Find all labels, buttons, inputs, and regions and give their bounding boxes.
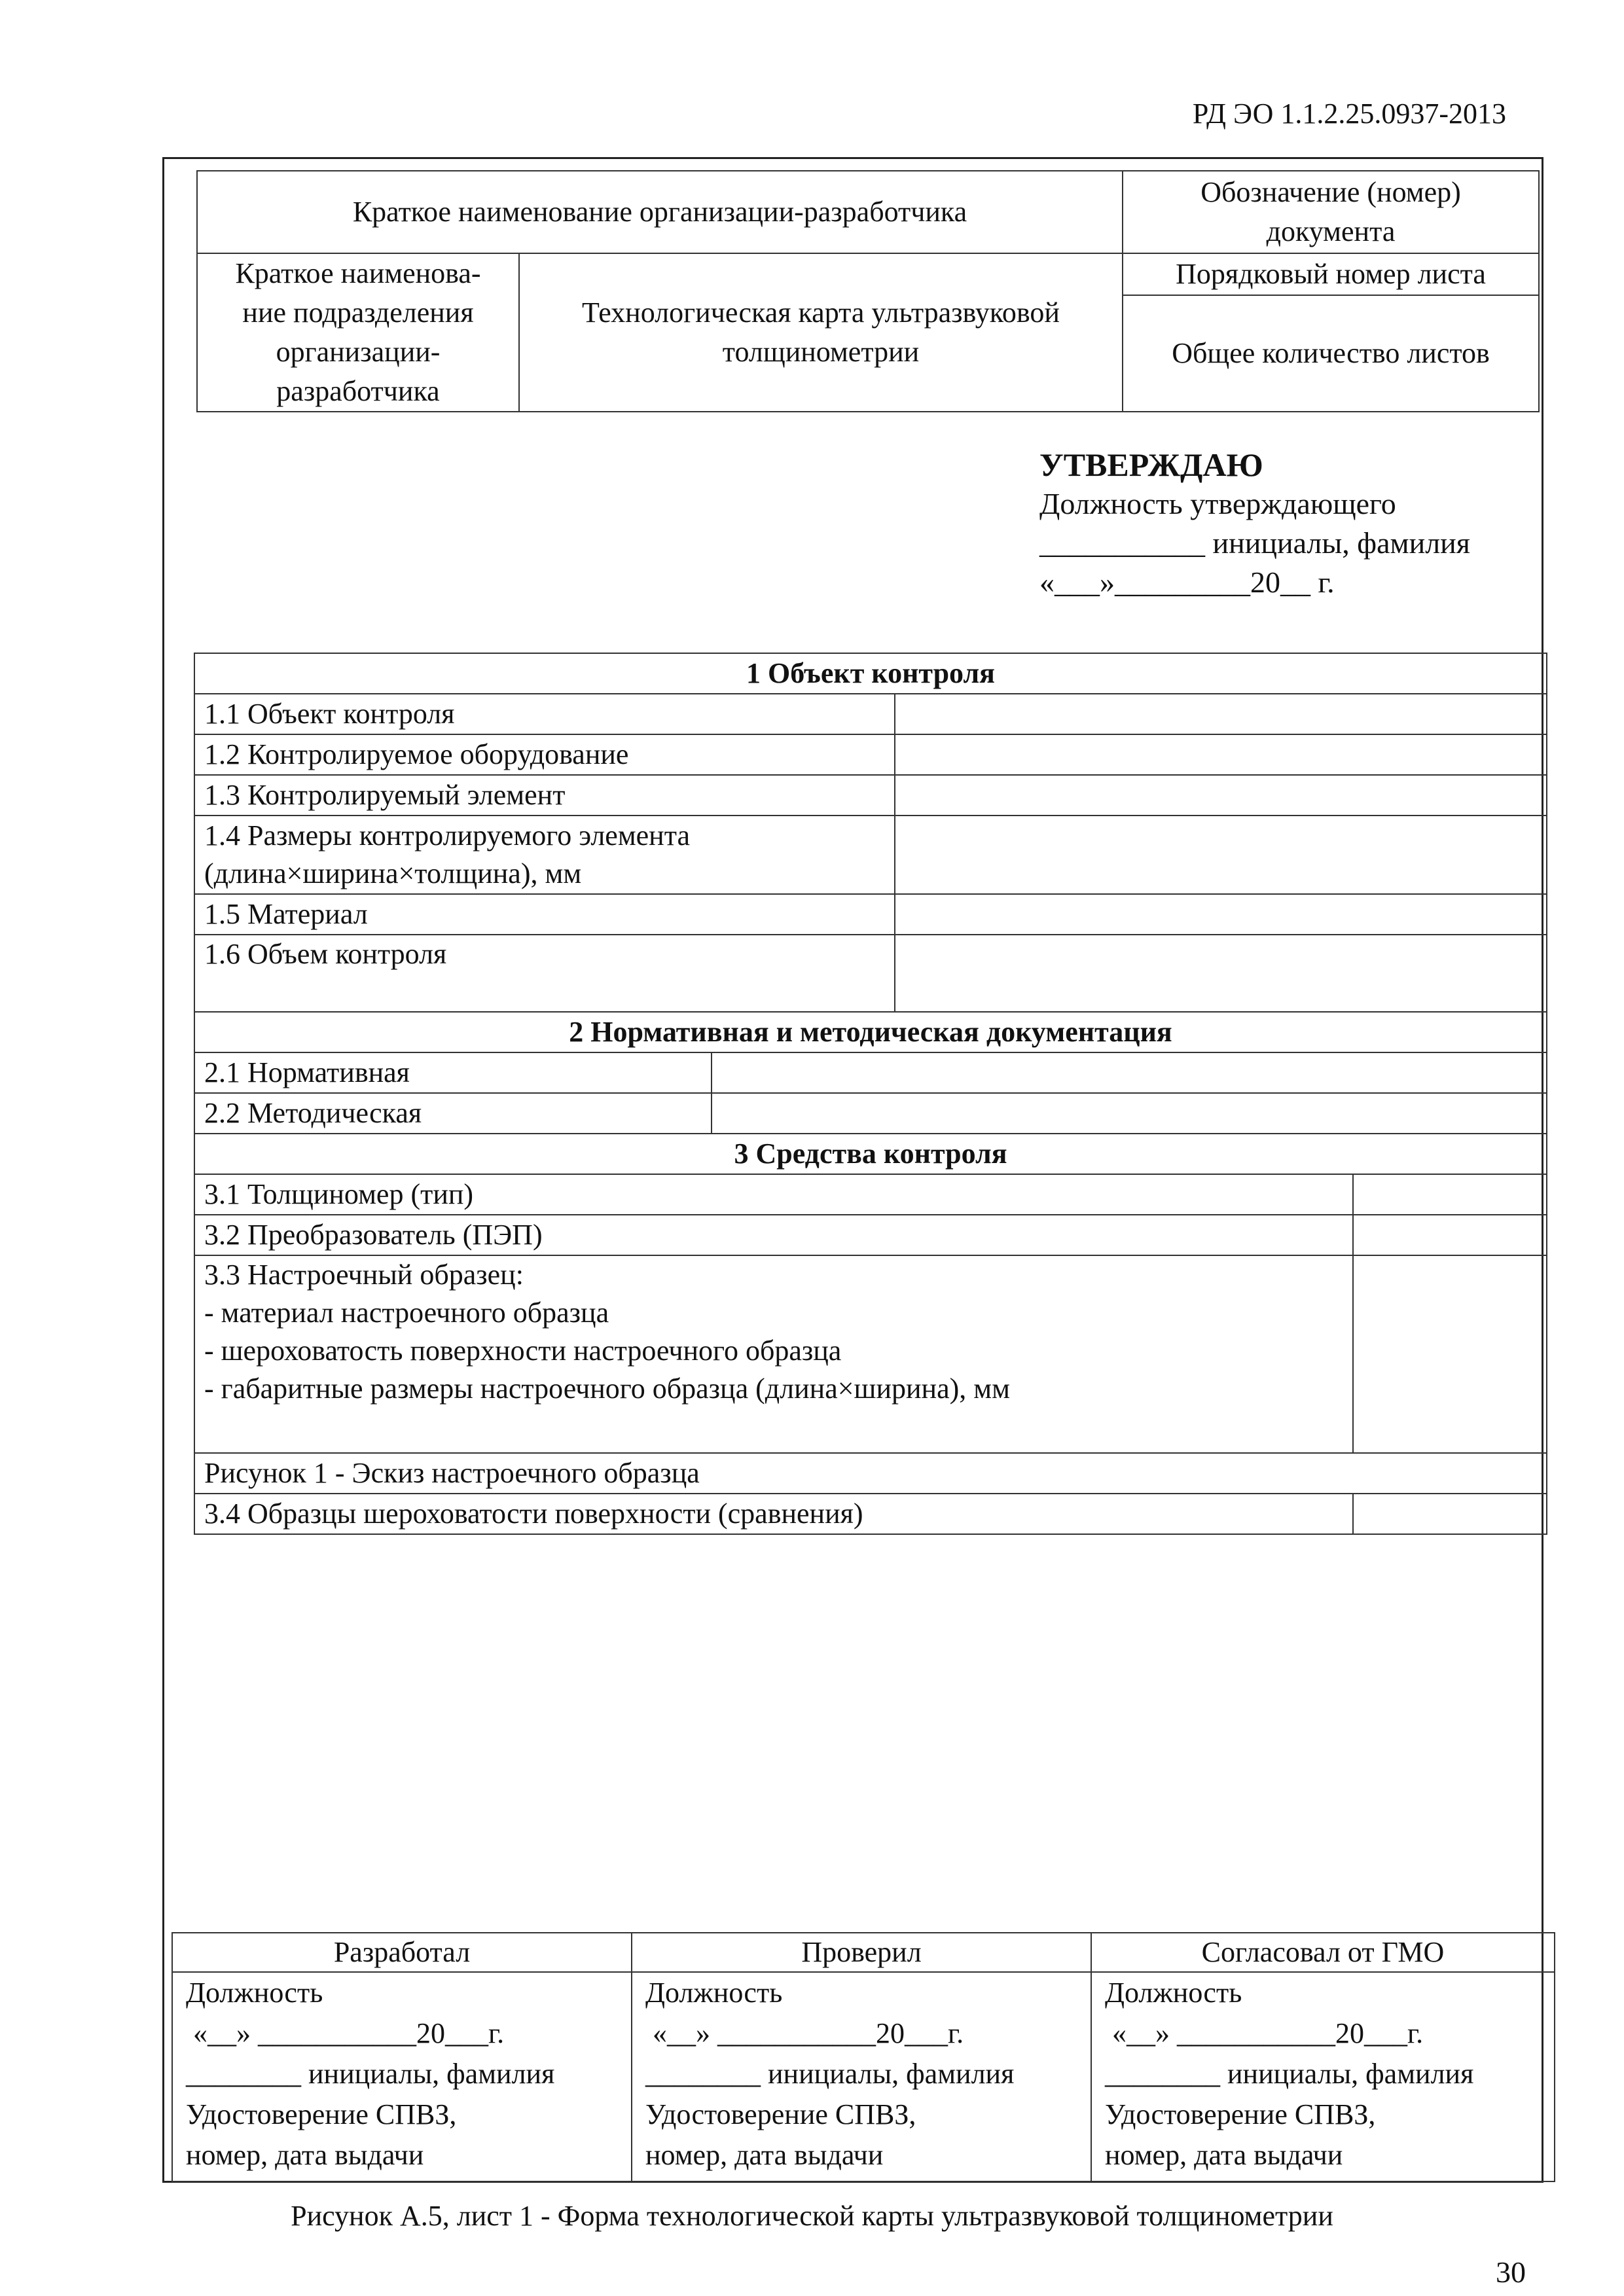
approver-position: Должность утверждающего	[1039, 487, 1396, 520]
agreed-by-cell: Должность «__» ___________20___г. ________ инициалы, фамилия Удостоверение СПВЗ, номер, дата выдачи	[1091, 1972, 1555, 2181]
header-table	[196, 170, 1540, 412]
sheet-total-cell: Общее количество листов	[1123, 295, 1539, 412]
row-1-1: 1.1 Объект контроля	[194, 694, 895, 734]
row-3-2: 3.2 Преобразователь (ПЭП)	[194, 1215, 1353, 1255]
value-cell	[895, 894, 1547, 935]
row-3-4: 3.4 Образцы шероховатости поверхности (сравнения)	[194, 1494, 1353, 1534]
signature-table	[171, 1932, 1555, 2182]
approver-name-line: ___________ инициалы, фамилия	[1039, 526, 1470, 560]
section3-title: 3 Средства контроля	[194, 1134, 1547, 1174]
approval-date-line: «___»_________20__ г.	[1039, 565, 1335, 599]
value-cell	[1353, 1174, 1547, 1215]
approval-block	[1039, 445, 1470, 602]
checked-by-header: Проверил	[632, 1933, 1091, 1972]
value-cell	[895, 935, 1547, 1012]
org-name-cell: Краткое наименование организации-разработчика	[197, 171, 1123, 253]
row-3-1: 3.1 Толщиномер (тип)	[194, 1174, 1353, 1215]
value-cell	[895, 775, 1547, 816]
developed-by-cell: Должность «__» ___________20___г. ________ инициалы, фамилия Удостоверение СПВЗ, номер, дата выдачи	[172, 1972, 632, 2181]
value-cell	[1353, 1255, 1547, 1453]
page-number: 30	[1496, 2255, 1526, 2289]
row-1-5: 1.5 Материал	[194, 894, 895, 935]
value-cell	[895, 734, 1547, 775]
section2-title: 2 Нормативная и методическая документация	[194, 1012, 1547, 1052]
row-1-6: 1.6 Объем контроля	[194, 935, 895, 1012]
subdivision-cell: Краткое наименова- ние подразделения организации- разработчика	[197, 253, 519, 412]
row-2-2: 2.2 Методическая	[194, 1093, 712, 1134]
row-2-1: 2.1 Нормативная	[194, 1052, 712, 1093]
section1-title: 1 Объект контроля	[194, 653, 1547, 694]
document-code: РД ЭО 1.1.2.25.0937-2013	[1192, 98, 1506, 130]
row-1-3: 1.3 Контролируемый элемент	[194, 775, 895, 816]
value-cell	[895, 694, 1547, 734]
checked-by-cell: Должность «__» ___________20___г. ________ инициалы, фамилия Удостоверение СПВЗ, номер, дата выдачи	[632, 1972, 1091, 2181]
doc-designation-cell: Обозначение (номер) документа	[1123, 171, 1539, 253]
approval-title: УТВЕРЖДАЮ	[1039, 446, 1263, 483]
row-1-2: 1.2 Контролируемое оборудование	[194, 734, 895, 775]
figure-caption: Рисунок А.5, лист 1 - Форма технологической карты ультразвуковой толщинометрии	[291, 2200, 1333, 2232]
sheet-number-cell: Порядковый номер листа	[1123, 253, 1539, 295]
value-cell	[895, 816, 1547, 894]
card-title-cell: Технологическая карта ультразвуковой толщинометрии	[519, 253, 1123, 412]
sketch-caption-row: Рисунок 1 - Эскиз настроечного образца	[194, 1453, 1547, 1494]
main-table	[194, 653, 1547, 1535]
row-1-4: 1.4 Размеры контролируемого элемента (длина×ширина×толщина), мм	[194, 816, 895, 894]
value-cell	[1353, 1494, 1547, 1534]
value-cell	[1353, 1215, 1547, 1255]
value-cell	[712, 1093, 1547, 1134]
value-cell	[712, 1052, 1547, 1093]
agreed-by-header: Согласовал от ГМО	[1091, 1933, 1555, 1972]
row-3-3: 3.3 Настроечный образец: - материал настроечного образца - шероховатость поверхности настроечного образца - габаритные размеры настроечного образца (длина×ширина), мм	[194, 1255, 1353, 1453]
developed-by-header: Разработал	[172, 1933, 632, 1972]
